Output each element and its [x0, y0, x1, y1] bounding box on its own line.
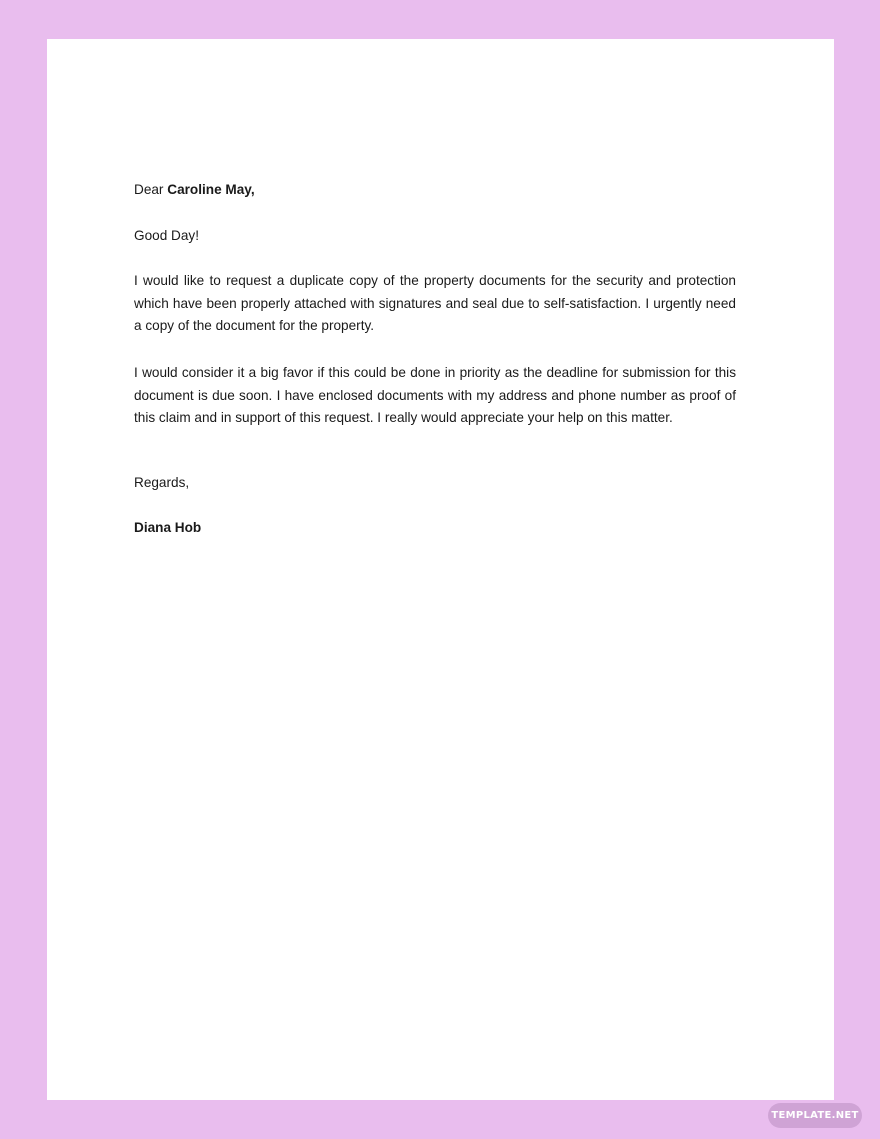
letter-body: [134, 179, 736, 540]
paragraph-priority: I would consider it a big favor if this could be done in priority as the deadline for submission for this document is due soon. I have enclosed documents with my address and phone number as proof of this claim and in support of this request. I really would appreciate your help on this matter.: [134, 364, 736, 426]
salutation: [134, 179, 736, 202]
closing: Regards,: [134, 474, 190, 490]
letter-page: [47, 39, 834, 1100]
signature-name: Diana Hob: [134, 520, 202, 536]
salutation-prefix: Dear: [134, 182, 168, 197]
template-watermark: TEMPLATE.NET: [768, 1103, 862, 1128]
recipient-name: Caroline May,: [167, 182, 255, 197]
greeting: Good Day!: [134, 227, 199, 243]
paragraph-request: I would like to request a duplicate copy of the property documents for the security and protection which have been properly attached with signatures and seal due to self-satisfaction. I urgently need a copy of the document for the property.: [134, 273, 736, 334]
